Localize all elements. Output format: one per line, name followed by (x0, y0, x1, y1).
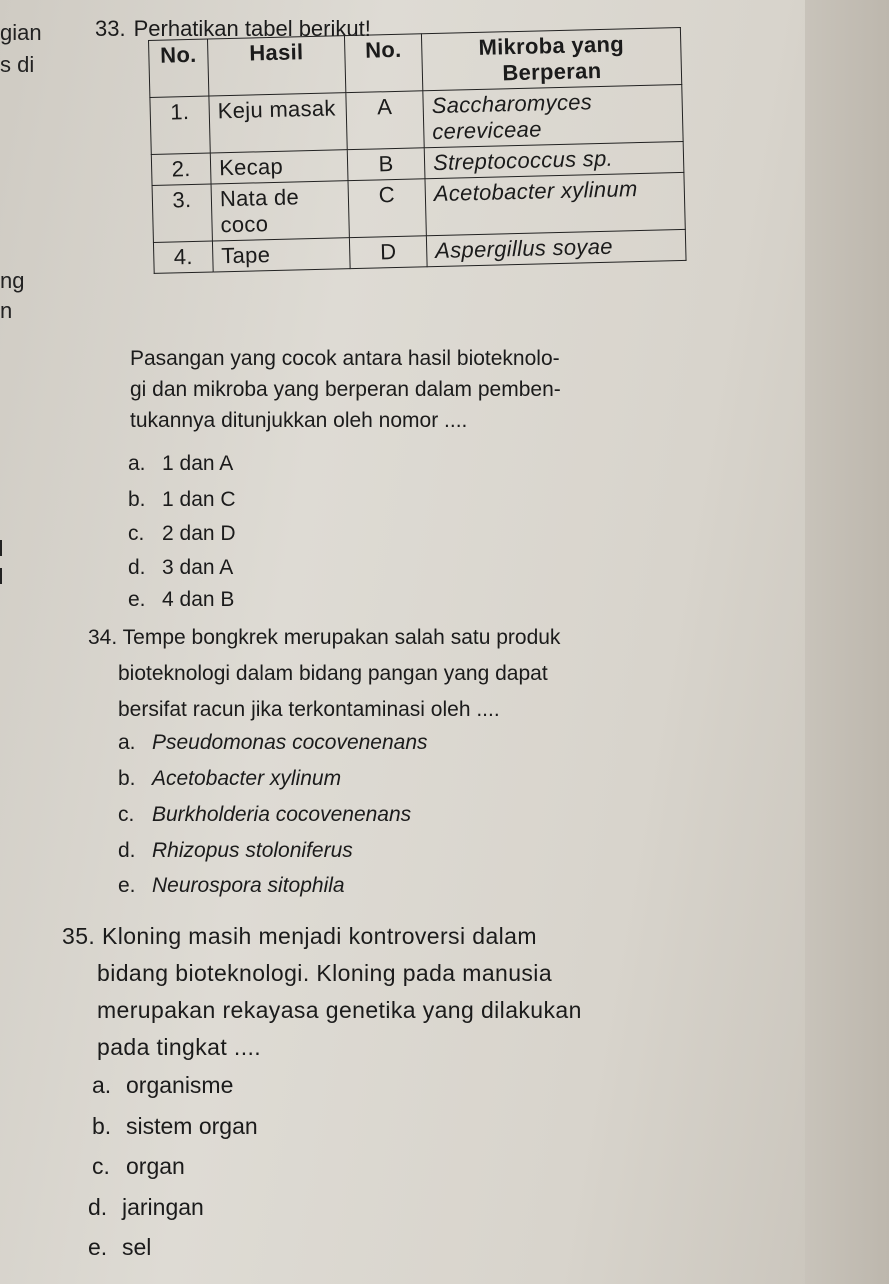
table-cell: Acetobacter xylinum (425, 172, 685, 235)
option-letter: c. (92, 1153, 110, 1179)
option-letter: e. (128, 588, 146, 611)
option-text: Pseudomonas cocovenenans (152, 731, 428, 754)
left-fragment: ng (0, 268, 25, 293)
option-text: organisme (126, 1072, 234, 1098)
option-letter: a. (118, 731, 136, 754)
option-text: 4 dan B (162, 588, 235, 611)
answer-option[interactable] (88, 1194, 204, 1221)
stem-line: bidang bioteknologi. Kloning pada manusia (97, 960, 553, 986)
option-letter: c. (118, 803, 135, 826)
table-header: No. (149, 39, 209, 97)
stem-line: bioteknologi dalam bidang pangan yang dapat (118, 662, 548, 685)
option-text: sel (122, 1234, 152, 1260)
question-34-stem (88, 620, 560, 728)
stem-line: tukannya ditunjukkan oleh nomor .... (130, 409, 468, 432)
stem-line: bersifat racun jika terkontaminasi oleh .... (118, 698, 500, 721)
option-text: Burkholderia cocovenenans (152, 803, 412, 826)
option-text: organ (126, 1153, 185, 1179)
option-letter: b. (128, 488, 146, 511)
stem-line: Tempe bongkrek merupakan salah satu produk (122, 626, 561, 649)
table-cell: Streptococcus sp. (424, 141, 684, 178)
answer-option[interactable] (128, 588, 234, 612)
question-prompt: Perhatikan tabel berikut! (133, 16, 371, 41)
table-cell: 3. (152, 184, 212, 242)
option-letter: a. (128, 452, 146, 475)
table-cell: D (349, 236, 427, 269)
table-cell: Saccharomyces cereviceae (423, 84, 683, 147)
option-letter: d. (118, 839, 136, 862)
table-cell: 2. (151, 153, 211, 185)
answer-option[interactable] (128, 452, 233, 476)
answer-option[interactable] (92, 1153, 185, 1180)
stem-line: merupakan rekayasa genetika yang dilakukan (97, 997, 582, 1023)
question-number: 33. (95, 16, 126, 41)
option-text: 1 dan C (162, 488, 236, 511)
answer-option[interactable] (118, 803, 411, 827)
left-fragment: n (0, 298, 13, 323)
table-cell: A (346, 91, 424, 150)
answer-option[interactable] (118, 839, 353, 863)
question-35-stem (62, 918, 582, 1066)
answer-option[interactable] (92, 1113, 258, 1140)
option-text: Acetobacter xylinum (152, 767, 342, 790)
table-cell: Aspergillus soyae (426, 229, 686, 266)
table-header: Hasil (207, 36, 345, 96)
answer-option[interactable] (118, 767, 341, 791)
table-header: Mikroba yang Berperan (421, 27, 681, 90)
answer-option[interactable] (128, 556, 233, 580)
table-cell: 1. (150, 96, 210, 154)
option-text: Rhizopus stoloniferus (152, 839, 353, 862)
left-fragment: s di (0, 52, 35, 77)
table-cell: C (348, 179, 426, 238)
left-edge-mark (0, 540, 2, 556)
option-letter: d. (88, 1194, 108, 1220)
option-letter: a. (92, 1072, 112, 1098)
question-33-stem (130, 343, 561, 436)
option-letter: b. (118, 767, 136, 790)
table-cell: Tape (212, 238, 350, 272)
answer-option[interactable] (118, 731, 428, 755)
option-text: 2 dan D (162, 522, 236, 545)
option-letter: e. (88, 1234, 108, 1260)
table-header: No. (344, 34, 422, 93)
stem-line: pada tingkat .... (97, 1034, 262, 1060)
answer-option[interactable] (88, 1234, 151, 1261)
table-cell: Nata de coco (211, 181, 349, 241)
stem-line: gi dan mikroba yang berperan dalam pemben- (130, 378, 561, 401)
left-edge-mark (0, 568, 2, 584)
table-cell: Keju masak (209, 93, 347, 153)
answer-option[interactable] (118, 874, 345, 898)
question-number: 34. (88, 626, 118, 649)
option-letter: c. (128, 522, 145, 545)
option-text: sistem organ (126, 1113, 258, 1139)
option-letter: b. (92, 1113, 112, 1139)
option-letter: e. (118, 874, 136, 897)
microbe-table (148, 27, 687, 274)
option-text: Neurospora sitophila (152, 874, 345, 897)
answer-option[interactable] (128, 522, 236, 546)
answer-option[interactable] (128, 488, 236, 512)
table-cell: Kecap (210, 150, 348, 184)
stem-line: Pasangan yang cocok antara hasil bioteknolo- (130, 347, 560, 370)
table-cell: 4. (153, 241, 213, 273)
option-text: 1 dan A (162, 452, 234, 475)
stem-line: Kloning masih menjadi kontroversi dalam (101, 923, 537, 949)
left-fragment: gian (0, 20, 42, 45)
answer-option[interactable] (92, 1072, 233, 1099)
option-text: jaringan (122, 1194, 204, 1220)
question-number: 35. (62, 923, 96, 949)
option-text: 3 dan A (162, 556, 234, 579)
option-letter: d. (128, 556, 146, 579)
table-cell: B (347, 148, 425, 181)
page-edge (805, 0, 889, 1284)
